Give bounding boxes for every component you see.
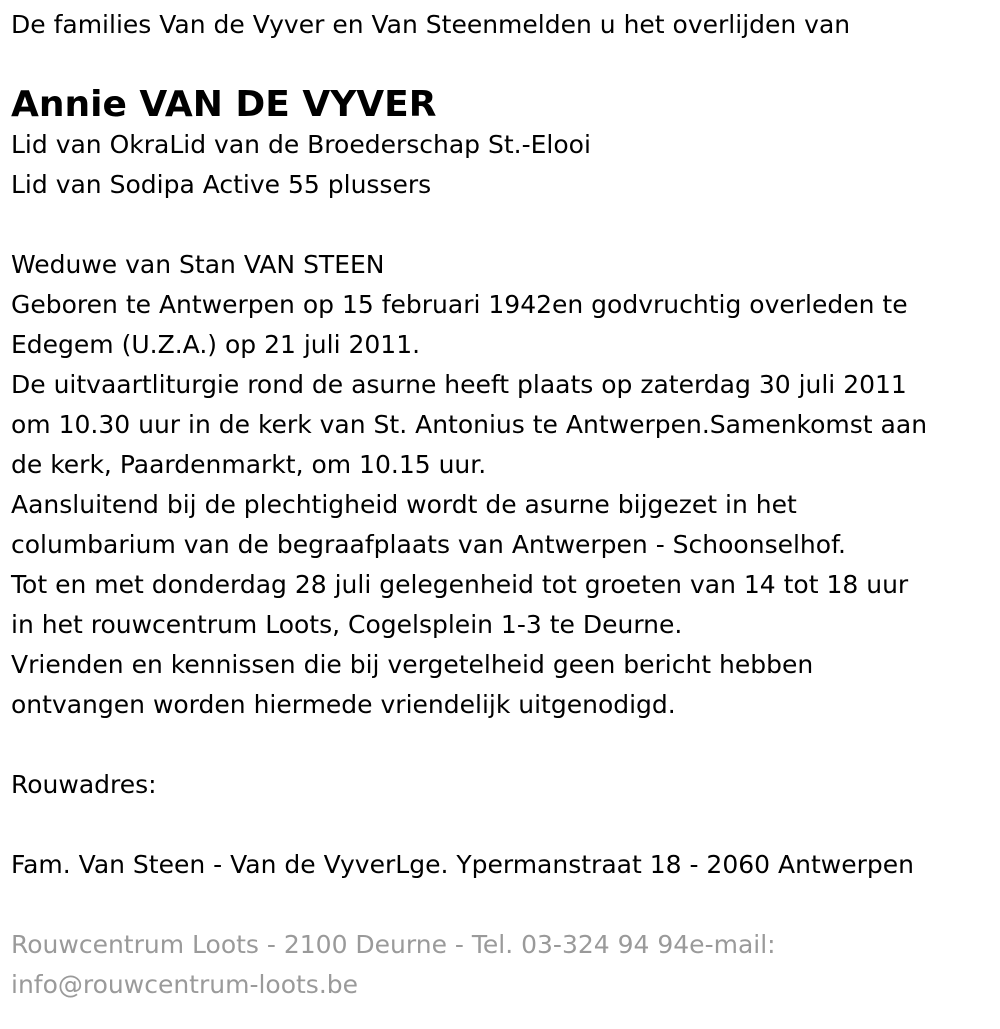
mourning-address: Fam. Van Steen - Van de VyverLge. Ypermanstraat 18 - 2060 Antwerpen: [11, 850, 914, 879]
detail-line: Aansluitend bij de plechtigheid wordt de asurne bijgezet in het: [11, 490, 797, 519]
paragraph-gap: [11, 805, 996, 845]
death-notice: [11, 0, 996, 1005]
paragraph-gap: [11, 205, 996, 245]
detail-line: om 10.30 uur in de kerk van St. Antonius te Antwerpen.Samenkomst aan: [11, 410, 928, 439]
membership-line: Lid van OkraLid van de Broederschap St.-Elooi: [11, 130, 591, 159]
detail-line: Geboren te Antwerpen op 15 februari 1942en godvruchtig overleden te: [11, 290, 908, 319]
detail-line: de kerk, Paardenmarkt, om 10.15 uur.: [11, 450, 487, 479]
detail-line: De uitvaartliturgie rond de asurne heeft plaats op zaterdag 30 juli 2011: [11, 370, 907, 399]
intro-text: De families Van de Vyver en Van Steenmelden u het overlijden van: [11, 10, 851, 39]
funeral-home-email: info@rouwcentrum-loots.be: [11, 970, 359, 999]
address-label: Rouwadres:: [11, 770, 157, 799]
detail-line: in het rouwcentrum Loots, Cogelsplein 1-3 te Deurne.: [11, 610, 683, 639]
membership-line: Lid van Sodipa Active 55 plussers: [11, 170, 432, 199]
detail-line: Tot en met donderdag 28 juli gelegenheid tot groeten van 14 tot 18 uur: [11, 570, 909, 599]
deceased-name: Annie VAN DE VYVER: [11, 84, 437, 125]
detail-line: Vrienden en kennissen die bij vergetelheid geen bericht hebben: [11, 650, 814, 679]
paragraph-gap: [11, 885, 996, 925]
detail-line: Edegem (U.Z.A.) op 21 juli 2011.: [11, 330, 421, 359]
detail-line: Weduwe van Stan VAN STEEN: [11, 250, 385, 279]
funeral-home-contact: Rouwcentrum Loots - 2100 Deurne - Tel. 03-324 94 94e-mail:: [11, 930, 776, 959]
detail-line: columbarium van de begraafplaats van Antwerpen - Schoonselhof.: [11, 530, 846, 559]
paragraph-gap: [11, 725, 996, 765]
detail-line: ontvangen worden hiermede vriendelijk uitgenodigd.: [11, 690, 676, 719]
